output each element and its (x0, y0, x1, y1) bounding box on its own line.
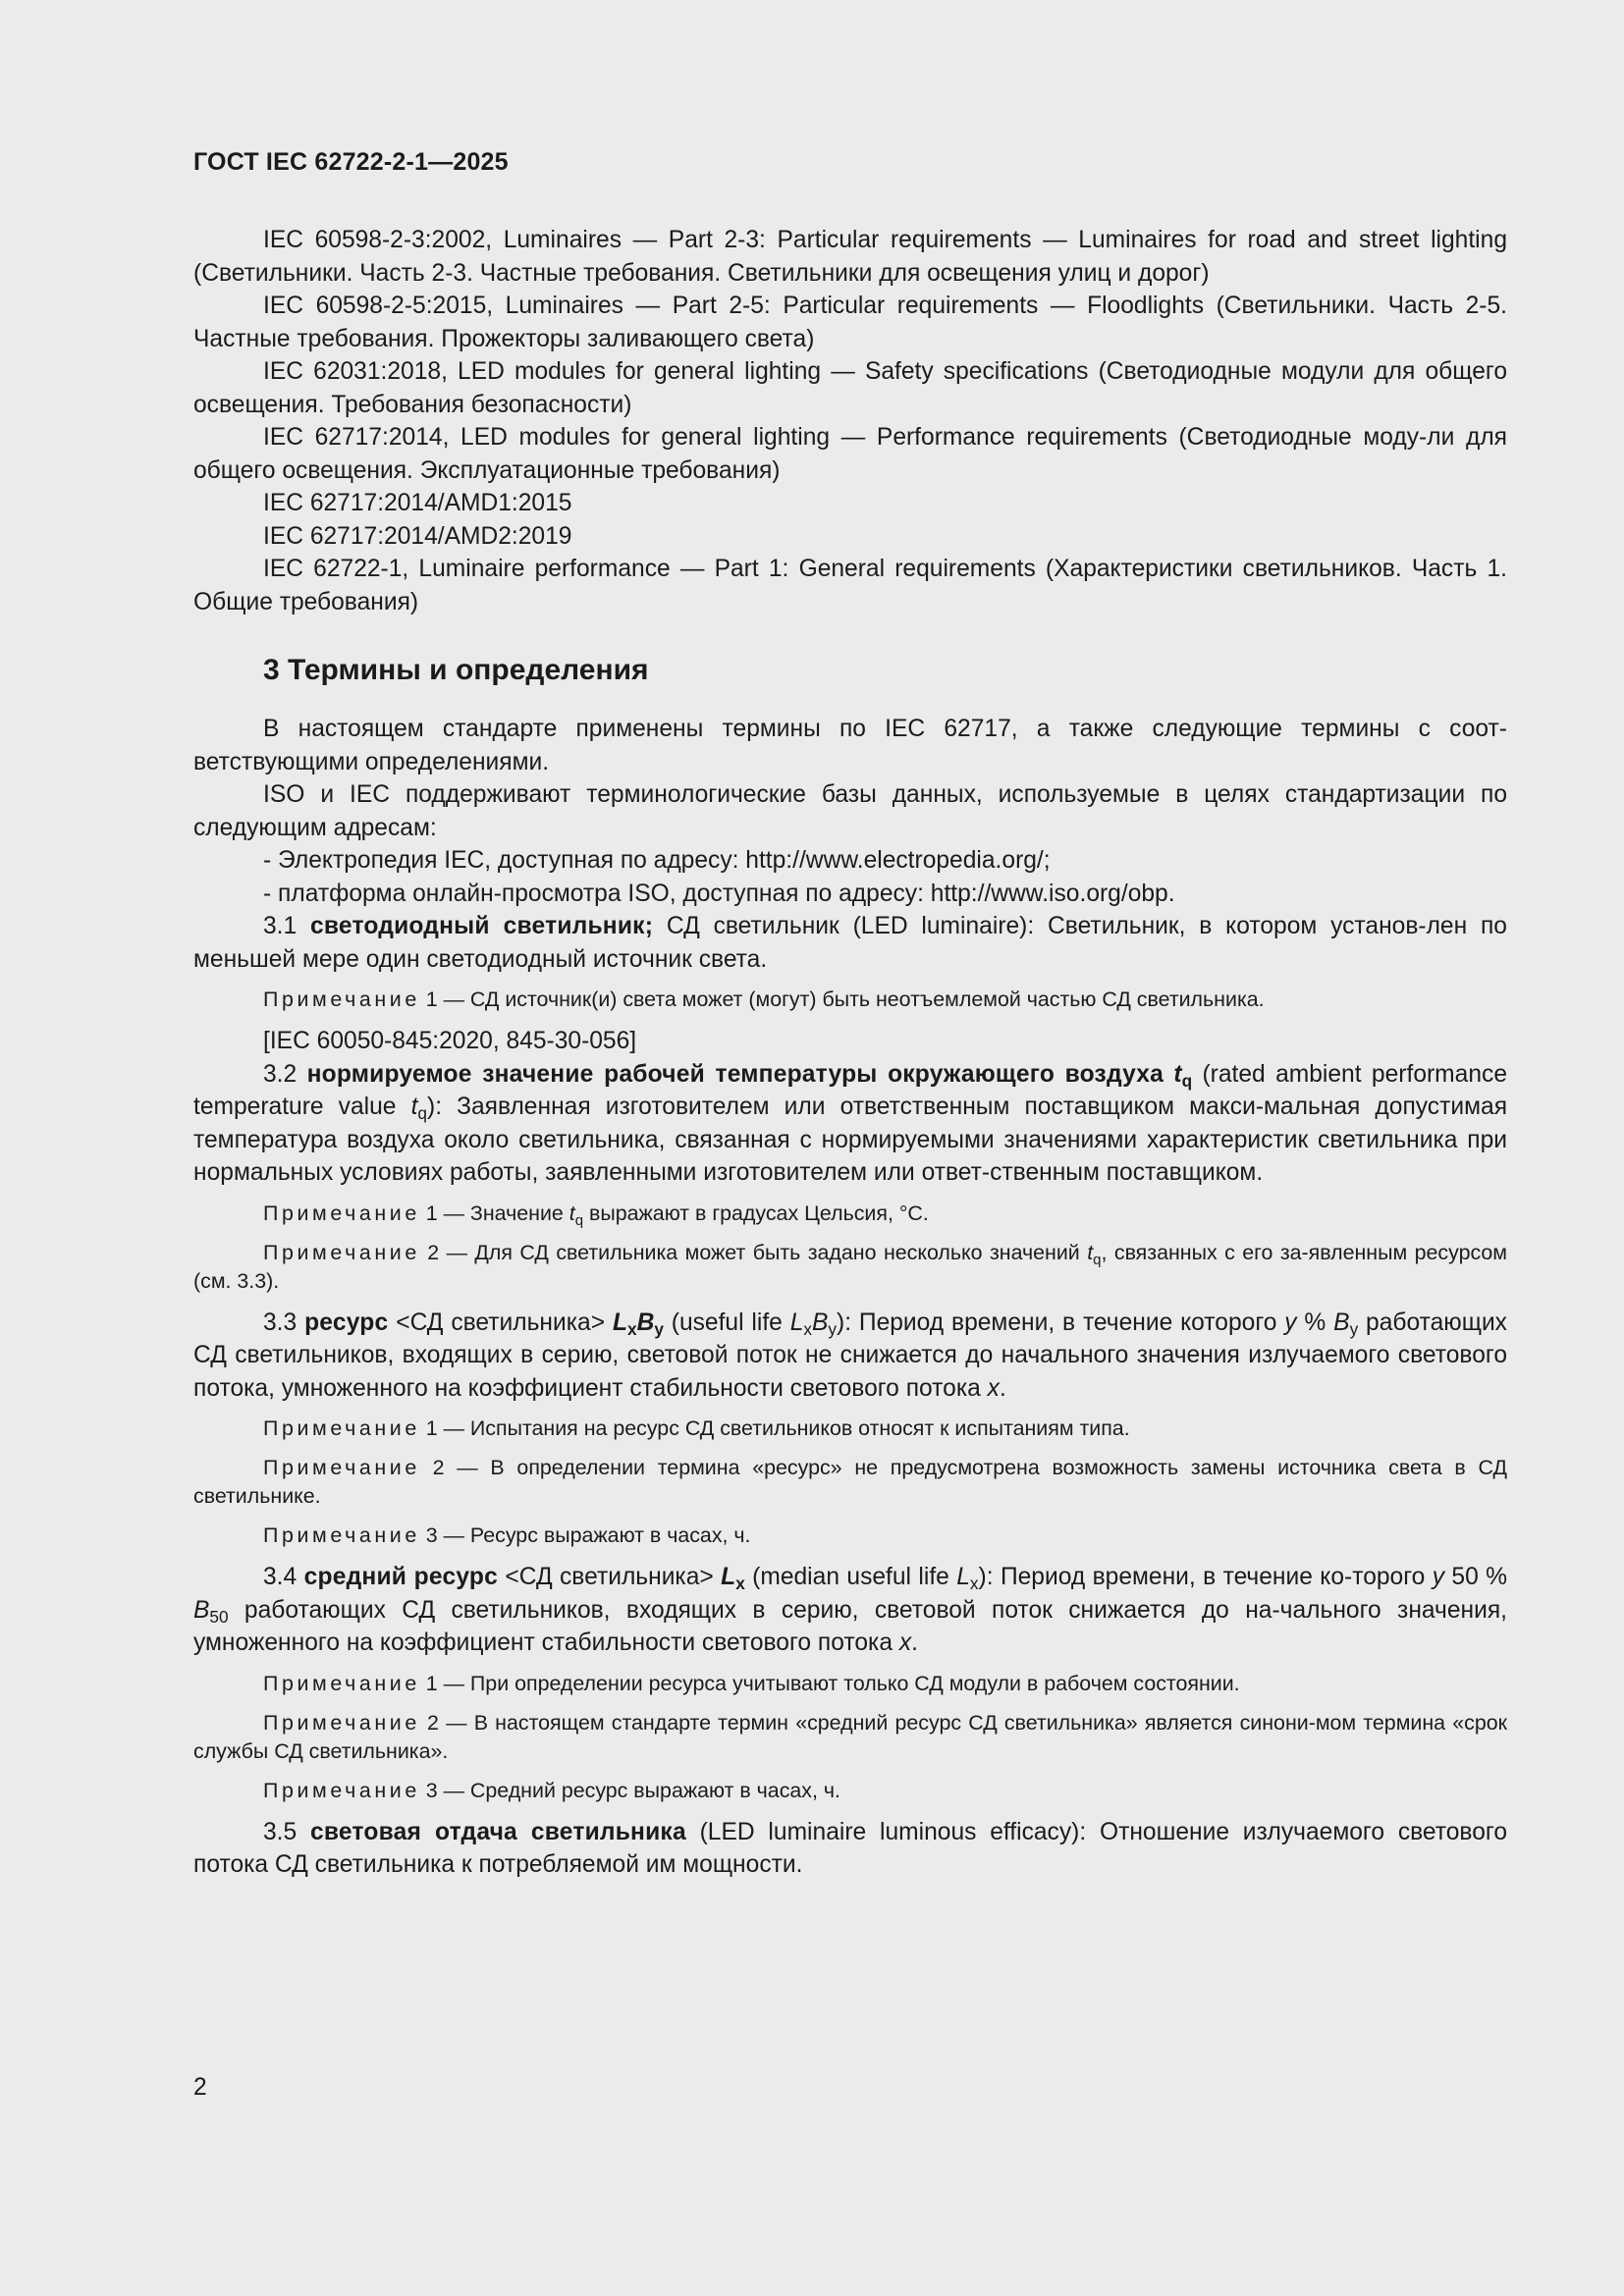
note (193, 1200, 1507, 1228)
note (193, 1454, 1507, 1511)
term-definition: ): Заявленная изготовителем или ответственным поставщиком макси-мальная допустимая температура воздуха около светильника, связанная с нормируемыми значениями характеристик светильника при нормальных условиях работы, заявленными изготовителем или ответ-ственным поставщиком. (193, 1094, 1508, 1186)
term-symbol: L (612, 1308, 627, 1336)
reference-item: IEC 60598-2-5:2015, Luminaires — Part 2-5: Particular requirements — Floodlights (Светильники. Часть 2-5. Частные требования. Прожекторы заливающего света) (193, 293, 1507, 352)
note (193, 986, 1507, 1014)
term-3-4 (193, 1561, 1507, 1660)
note (193, 1777, 1507, 1805)
note (193, 1239, 1507, 1296)
term-definition: . (911, 1629, 919, 1656)
term-symbol: B (1333, 1308, 1350, 1336)
term-context: <СД светильника> (388, 1308, 613, 1336)
term-number: 3.5 (263, 1818, 298, 1845)
page-number: 2 (193, 2074, 207, 2101)
note-label: Примечание (263, 1523, 420, 1547)
note-text: 2 — В определении термина «ресурс» не предусмотрена возможность замены источника света в СД светильнике. (193, 1456, 1507, 1508)
term-definition: (rated ambient performance temperature value (193, 1060, 1507, 1120)
reference-item: IEC 62031:2018, LED modules for general lighting — Safety specifications (Светодиодные модули для общего освещения. Требования безопасности) (193, 358, 1507, 418)
term-number: 3.3 (263, 1308, 298, 1336)
term-number: 3.4 (263, 1564, 298, 1590)
term-definition: (median useful life (744, 1564, 957, 1590)
term-symbol-sub: q (574, 1211, 584, 1229)
term-source: [IEC 60050-845:2020, 845-30-056] (263, 1028, 637, 1054)
page-header: ГОСТ IEC 62722-2-1—2025 (193, 148, 509, 176)
term-symbol-sub: 50 (209, 1606, 229, 1627)
term-symbol: y (1432, 1564, 1445, 1590)
reference-item: IEC 62722-1, Luminaire performance — Part 1: General requirements (Характеристики светильников. Часть 1. Общие требования) (193, 556, 1507, 615)
term-symbol-sub: y (828, 1318, 838, 1339)
term-symbol-sub: x (969, 1574, 979, 1593)
term-name: светодиодный светильник; (310, 913, 654, 939)
section-intro: В настоящем стандарте применены термины по IEC 62717, а также следующие термины с соот-ветствующими определениями. (193, 716, 1507, 775)
note-text: 3 — Средний ресурс выражают в часах, ч. (419, 1778, 840, 1802)
term-symbol: y (1284, 1308, 1297, 1336)
link-item: - Электропедия IEC, доступная по адресу: http://www.electropedia.org/; (263, 847, 1051, 874)
term-definition: . (999, 1374, 1006, 1402)
term-symbol-sub: x (626, 1318, 637, 1339)
note-label: Примечание (263, 1671, 420, 1695)
term-symbol: B (193, 1596, 210, 1624)
term-symbol-sub: x (735, 1574, 745, 1593)
document-body (193, 224, 1507, 1882)
reference-item: IEC 62717:2014, LED modules for general lighting — Performance requirements (Светодиодные моду-ли для общего освещения. Эксплуатационные требования) (193, 424, 1507, 484)
term-context: <СД светильника> (497, 1564, 722, 1590)
term-symbol: L (789, 1308, 804, 1336)
term-symbol: t (1173, 1060, 1182, 1088)
note-label: Примечание (263, 1240, 420, 1264)
reference-item: IEC 60598-2-3:2002, Luminaires — Part 2-3: Particular requirements — Luminaires for road and street lighting (Светильники. Часть 2-3. Частные требования. Светильники для освещения улиц и дорог) (193, 227, 1507, 287)
term-definition: работающих СД светильников, входящих в серию, световой поток снижается до на-чального значения, умноженного на коэффициент стабильности светового потока (193, 1596, 1507, 1656)
note-label: Примечание (263, 988, 420, 1011)
term-symbol: x (898, 1629, 912, 1656)
term-definition: ): Период времени, в течение которого (837, 1308, 1285, 1336)
term-definition: (LED luminaire luminous efficacy): Отношение излучаемого светового потока СД светильника к потребляемой им мощности. (193, 1818, 1508, 1878)
term-symbol: L (956, 1564, 970, 1590)
note-text: 2 — В настоящем стандарте термин «средний ресурс СД светильника» является синони-мом термина «срок службы СД светильника». (193, 1710, 1507, 1763)
term-symbol: t (568, 1201, 575, 1225)
term-definition: (useful life (663, 1308, 790, 1336)
section-title: 3 Термины и определения (263, 654, 649, 686)
note-label: Примечание (263, 1456, 420, 1479)
section-intro: ISO и IEC поддерживают терминологические базы данных, используемые в целях стандартизации по следующим адресам: (193, 781, 1507, 841)
term-symbol-sub: x (803, 1318, 813, 1339)
note-text: 3 — Ресурс выражают в часах, ч. (419, 1523, 751, 1547)
term-symbol: L (721, 1564, 736, 1590)
note (193, 1709, 1507, 1766)
term-symbol-sub: q (1181, 1070, 1193, 1091)
term-name: ресурс (304, 1308, 389, 1336)
term-symbol-sub: y (1349, 1318, 1359, 1339)
note (193, 1522, 1507, 1550)
term-symbol: x (987, 1374, 1000, 1402)
note-text: 1 — Значение (419, 1201, 569, 1225)
term-symbol-sub: q (1093, 1251, 1102, 1268)
term-number: 3.1 (263, 913, 298, 939)
note-label: Примечание (263, 1710, 420, 1735)
term-symbol: B (812, 1308, 829, 1336)
term-definition: % (1296, 1308, 1334, 1336)
note (193, 1670, 1507, 1698)
term-symbol: t (1087, 1240, 1094, 1264)
note-label: Примечание (263, 1416, 420, 1440)
term-symbol-sub: y (654, 1318, 664, 1339)
term-3-2 (193, 1058, 1507, 1190)
note-label: Примечание (263, 1201, 420, 1225)
term-definition: работающих СД светильников, входящих в серию, световой поток не снижается до начального значения излучаемого светового потока, умноженного на коэффициент стабильности светового потока (193, 1308, 1507, 1402)
term-3-1 (193, 910, 1507, 976)
note-text: 2 — Для СД светильника может быть задано несколько значений (419, 1240, 1088, 1264)
term-3-5 (193, 1816, 1507, 1882)
references-list (193, 224, 1507, 618)
note-label: Примечание (263, 1778, 420, 1802)
term-name: средний ресурс (303, 1564, 498, 1590)
term-symbol: B (636, 1308, 655, 1336)
note-text: 1 — СД источник(и) света может (могут) быть неотъемлемой частью СД светильника. (419, 988, 1265, 1011)
note-text: , связанных с его за-явленным ресурсом (см. 3.3). (193, 1240, 1507, 1293)
reference-item: IEC 62717:2014/AMD2:2019 (263, 522, 572, 550)
reference-item: IEC 62717:2014/AMD1:2015 (263, 490, 572, 516)
term-3-3 (193, 1307, 1507, 1406)
note-text: 1 — При определении ресурса учитывают только СД модули в рабочем состоянии. (419, 1671, 1240, 1695)
term-number: 3.2 (263, 1060, 298, 1088)
term-name: световая отдача светильника (310, 1818, 686, 1845)
link-item: - платформа онлайн-просмотра ISO, доступная по адресу: http://www.iso.org/obp. (263, 880, 1175, 907)
term-definition: СД светильник (LED luminaire): Светильник, в котором установ-лен по меньшей мере один светодиодный источник света. (193, 913, 1507, 973)
note-text: выражают в градусах Цельсия, °C. (583, 1201, 929, 1225)
term-symbol-sub: q (417, 1103, 427, 1123)
note (193, 1415, 1507, 1443)
term-definition: 50 % (1444, 1564, 1508, 1590)
term-definition: ): Период времени, в течение ко-торого (978, 1564, 1433, 1590)
term-name: нормируемое значение рабочей температуры окружающего воздуха (306, 1060, 1164, 1088)
note-text: 1 — Испытания на ресурс СД светильников относят к испытаниям типа. (419, 1416, 1130, 1440)
term-symbol: t (410, 1094, 418, 1120)
